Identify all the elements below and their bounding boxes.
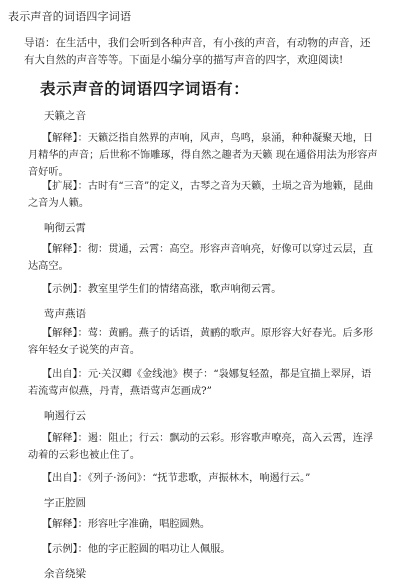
- explanation-text: ：莺：黄鹂。燕子的话语，黄鹂的歌声。原形容大好春光。后多形容年轻女子说笑的声音。: [28, 328, 374, 356]
- explanation-text: ：天籁泛指自然界的声响，风声，鸟鸣，泉涌，种种凝聚天地，日月精华的声音；后世称不饰雕琢，得自然之趣者为天籁 现在通俗用法为形容声音好听。: [28, 133, 378, 178]
- extension-label: 【扩展】: [42, 181, 78, 192]
- example-text: ：教室里学生们的情绪高涨，歌声响彻云霄。: [77, 284, 282, 295]
- example-paragraph: [28, 281, 380, 298]
- term-title: 字正腔圆: [44, 497, 86, 509]
- source-text: ：《列子·汤问》：“抚节悲歌，声振林木，响遏行云。”: [77, 473, 311, 484]
- example-label: 【示例】: [42, 544, 78, 555]
- explanation-paragraph: [28, 430, 380, 464]
- term-title: 响遏行云: [44, 410, 86, 422]
- explanation-label: 【解释】: [42, 328, 78, 339]
- extension-paragraph: [28, 178, 380, 212]
- explanation-text: ：彻：贯通，云霄：高空。形容声音响亮，好像可以穿过云层，直达高空。: [28, 244, 374, 272]
- source-paragraph: [28, 366, 380, 400]
- explanation-label: 【解释】: [42, 519, 78, 530]
- explanation-paragraph: [28, 130, 380, 181]
- explanation-label: 【解释】: [42, 244, 78, 255]
- term-title: 天籁之音: [44, 110, 86, 122]
- explanation-paragraph: [28, 241, 380, 275]
- term-title: 响彻云霄: [44, 222, 86, 234]
- term-title: 余音绕梁: [44, 568, 86, 580]
- explanation-paragraph: [28, 325, 380, 359]
- source-label: 【出自】: [42, 369, 78, 380]
- source-text: ：元·关汉卿《金线池》楔子：“袅娜复轻盈，都是宜描上翠屏，语若流莺声似燕，丹青，燕语莺声怎画成?”: [28, 369, 372, 397]
- example-paragraph: [28, 541, 380, 558]
- source-paragraph: [28, 470, 380, 487]
- explanation-paragraph: [28, 516, 380, 533]
- document-title: 表示声音的词语四字词语: [8, 10, 132, 23]
- intro-paragraph: 导语：在生活中，我们会听到各种声音，有小孩的声音，有动物的声音，还有大自然的声音等等。下面是小编分享的描写声音的四字，欢迎阅读!: [24, 37, 371, 66]
- extension-text: ：古时有“三音”的定义，古琴之音为天籁，土埙之音为地籁，昆曲之音为人籁。: [28, 181, 374, 209]
- explanation-text: ：形容吐字准确，唱腔圆熟。: [77, 519, 211, 530]
- example-text: ：他的字正腔圆的唱功让人佩服。: [77, 544, 231, 555]
- explanation-label: 【解释】: [42, 433, 78, 444]
- section-heading: 表示声音的词语四字词语有：: [40, 79, 250, 98]
- explanation-label: 【解释】: [42, 133, 78, 144]
- example-label: 【示例】: [42, 284, 78, 295]
- source-label: 【出自】: [42, 473, 78, 484]
- explanation-text: ：遏：阻止；行云：飘动的云彩。形容歌声嘹亮，高入云霄，连浮动着的云彩也被止住了。: [28, 433, 374, 461]
- term-title: 莺声燕语: [44, 308, 86, 320]
